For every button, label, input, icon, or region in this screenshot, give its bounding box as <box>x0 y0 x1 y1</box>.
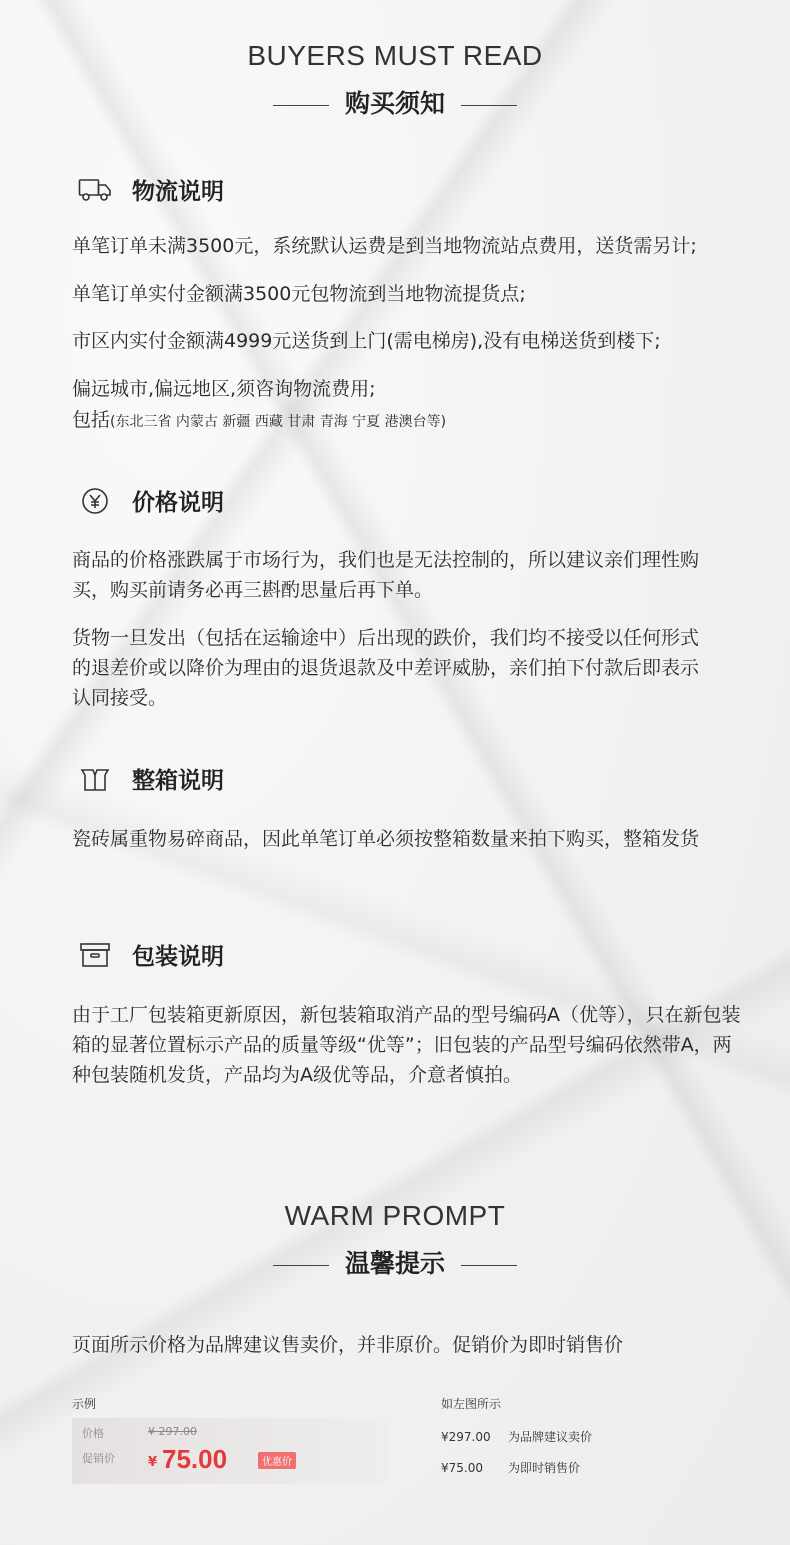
logistics-title-text: 物流说明 <box>132 179 224 205</box>
example-promo-row <box>82 1444 292 1474</box>
example-price-value: ¥ 297.00 <box>148 1425 197 1438</box>
legend-desc: 为即时销售价 <box>508 1461 581 1475</box>
price-section-title <box>78 484 224 517</box>
warm-heading-en: WARM PROMPT <box>284 1200 506 1231</box>
include-prefix: 包括 <box>72 409 111 431</box>
packaging-title-text: 包装说明 <box>132 944 224 970</box>
box-para: 瓷砖属重物易碎商品，因此单笔订单必须按整箱数量来拍下购买，整箱发货 <box>72 828 700 850</box>
warm-heading-zh <box>0 1244 790 1280</box>
legend-value: ¥75.00 <box>441 1461 483 1475</box>
box-title-text: 整箱说明 <box>132 768 224 794</box>
logistics-line-3: 市区内实付金额满4999元送货到上门(需电梯房),没有电梯送货到楼下; <box>72 330 661 352</box>
example-price-label: 价格 <box>82 1427 104 1440</box>
include-list: (东北三省 内蒙古 新疆 西藏 甘肃 青海 宁夏 港澳台等) <box>110 414 447 430</box>
packaging-para: 由于工厂包装箱更新原因，新包装箱取消产品的型号编码A（优等），只在新包装箱的显著位置标示产品的质量等级“优等”；旧包装的产品型号编码依然带A，两种包装随机发货，产品均为A级优等品，介意者慎拍。 <box>72 1004 741 1086</box>
price-example <box>72 1395 392 1484</box>
example-promo-value: 75.00 <box>162 1444 228 1474</box>
open-box-icon <box>78 764 112 794</box>
divider-left <box>273 105 329 106</box>
price-para-2: 货物一旦发出（包括在运输途中）后出现的跌价，我们均不接受以任何形式的退差价或以降价为理由的退货退款及中差评威胁，亲们拍下付款后即表示认同接受。 <box>72 627 700 709</box>
buyers-heading-zh <box>0 84 790 120</box>
buyers-heading-en: BUYERS MUST READ <box>247 40 543 71</box>
warm-heading-zh-text: 温馨提示 <box>344 1249 445 1278</box>
legend-value: ¥297.00 <box>441 1430 491 1444</box>
price-title-text: 价格说明 <box>132 490 224 516</box>
example-promo-label: 促销价 <box>82 1452 115 1465</box>
example-price-row <box>82 1425 197 1441</box>
price-para-1: 商品的价格涨跌属于市场行为，我们也是无法控制的，所以建议亲们理性购买，购买前请务必再三斟酌思量后再下单。 <box>72 549 700 601</box>
warm-para: 页面所示价格为品牌建议售卖价，并非原价。促销价为即时销售价 <box>72 1334 624 1356</box>
legend-row <box>441 1428 592 1445</box>
packaging-section-title <box>78 938 224 971</box>
legend-row <box>441 1459 580 1476</box>
example-price-box <box>72 1418 387 1484</box>
logistics-line-4: 偏远城市,偏远地区,须咨询物流费用; <box>72 378 376 400</box>
example-label: 示例 <box>72 1397 97 1411</box>
logistics-line-1: 单笔订单未满3500元，系统默认运费是到当地物流站点费用，送货需另计; <box>72 235 697 257</box>
example-promo-symbol: ¥ <box>148 1455 158 1470</box>
legend-title: 如左图所示 <box>441 1397 502 1411</box>
yen-circle-icon <box>78 486 112 516</box>
logistics-section-title <box>78 173 224 206</box>
divider-right <box>461 1265 517 1266</box>
logistics-include <box>72 405 782 437</box>
legend-desc: 为品牌建议卖价 <box>508 1430 593 1444</box>
example-promo-badge: 优惠价 <box>258 1452 296 1469</box>
box-section-title <box>78 762 224 795</box>
package-box-icon <box>78 940 112 970</box>
divider-right <box>461 105 517 106</box>
logistics-line-2: 单笔订单实付金额满3500元包物流到当地物流提货点; <box>72 283 526 305</box>
truck-icon <box>78 175 112 205</box>
divider-left <box>273 1265 329 1266</box>
buyers-heading-zh-text: 购买须知 <box>344 89 445 118</box>
